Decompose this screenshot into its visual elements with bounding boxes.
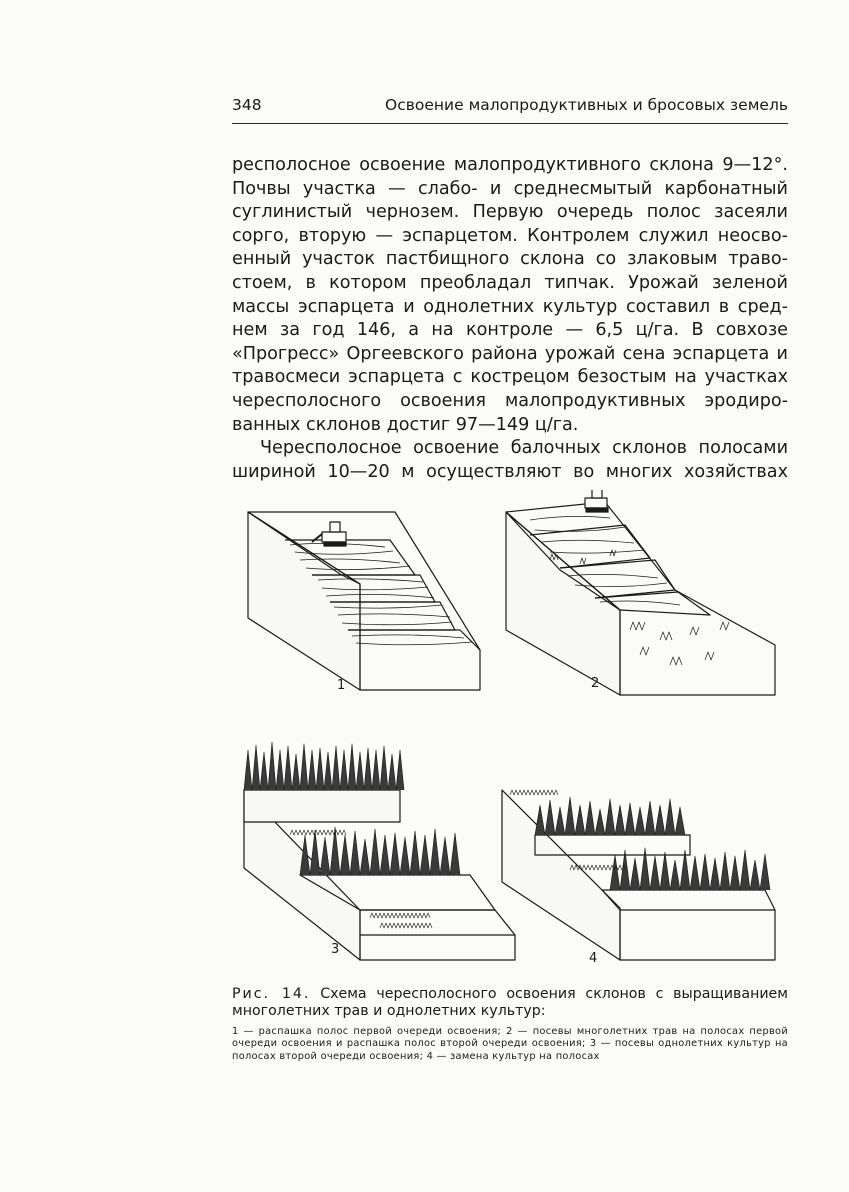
body-line: шириной 10—20 м осуществляют во многих хозяйствах [232,461,788,482]
body-line: Почвы участка — слабо- и среднесмытый карбонатный [232,178,788,199]
panel-2-drawing [506,490,775,695]
panel-label-1: 1 [337,678,346,693]
body-line: сорго, вторую — эспарцетом. Контролем служил неосво- [232,225,788,246]
figure-label: Рис. 14. [232,986,311,1002]
panel-label-2: 2 [591,676,600,691]
body-line: стоем, в котором преобладал типчак. Урожай зеленой [232,272,788,293]
body-text [232,154,788,484]
panel-4-drawing [502,790,775,960]
caption-title [232,986,788,1020]
body-line: ванных склонов достиг 97—149 ц/га. [232,414,579,435]
panel-label-4: 4 [589,951,598,966]
figure-slope-scheme [230,490,790,980]
body-line: нем за год 146, а на контроле — 6,5 ц/га. В совхозе [232,320,788,341]
running-title: Освоение малопродуктивных и бросовых земель [385,96,788,114]
caption-title-text: Схема чересполосного освоения склонов с выращиванием многолетних трав и однолетних культур: [232,986,788,1019]
body-line: чересполосного освоения малопродуктивных эродиро- [232,390,788,411]
panel-3-drawing [244,742,515,960]
body-line: массы эспарцета и однолетних культур составил в сред- [232,296,788,317]
panel-label-3: 3 [331,942,340,957]
figure-illustration [230,490,790,980]
body-line: Чересполосное освоение балочных склонов полосами [260,438,788,459]
page-number: 348 [232,96,262,114]
body-line: травосмеси эспарцета с кострецом безостым на участках [232,367,788,388]
body-line: енный участок пастбищного склона со злаковым траво- [232,249,788,270]
caption-legend: 1 — распашка полос первой очереди освоения; 2 — посевы многолетних трав на полосах первой очереди освоения и распашка полос второй очереди освоения; 3 — посевы однолетних культур на полосах второй очереди освоения; 4 — замена культур на полосах [232,1026,788,1062]
panel-1-drawing [248,512,480,690]
body-line: «Прогресс» Оргеевского района урожай сена эспарцета и [232,343,788,364]
figure-caption [232,986,788,1063]
body-line: суглинистый чернозем. Первую очередь полос засеяли [232,202,788,223]
body-line: респолосное освоение малопродуктивного склона 9—12°. [232,155,788,175]
page-header [232,95,788,124]
